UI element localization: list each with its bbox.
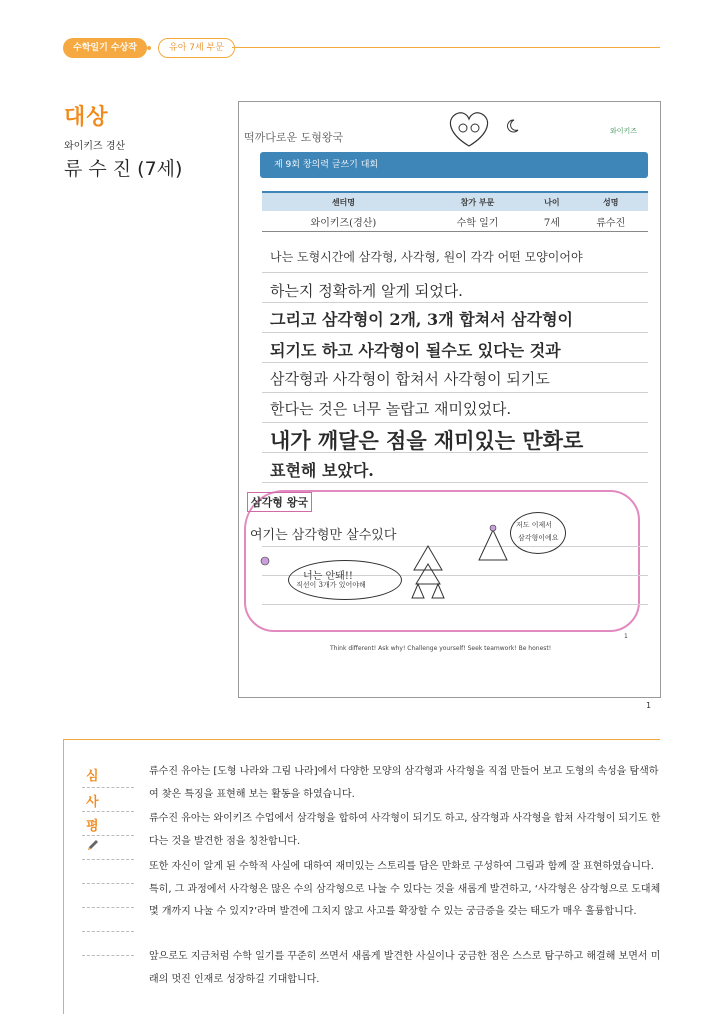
review-dash (82, 835, 134, 836)
review-dash (82, 883, 134, 884)
diary-line: 나는 도형시간에 삼각형, 사각형, 원이 각각 어떤 모양이어야 (270, 250, 583, 264)
entry-info-table (262, 191, 648, 232)
review-top-rule (63, 739, 660, 740)
review-dash (82, 787, 134, 788)
table-header: 성명 (574, 192, 648, 211)
diary-line: 하는지 정확하게 알게 되었다. (270, 282, 463, 300)
triangle-tree-doodle-icon (410, 544, 446, 600)
diary-line: 되기도 하고 사각형이 될수도 있다는 것과 (270, 341, 561, 360)
review-dash (82, 859, 134, 860)
moon-doodle-icon (504, 118, 520, 134)
ruled-line (262, 546, 648, 547)
review-dash (82, 931, 134, 932)
review-paragraph: 또한 자신이 알게 된 수학적 사실에 대하여 재미있는 스토리를 담은 만화로 구성하여 그림과 함께 잘 표현하였습니다. 특히, 그 과정에서 사각형은 많은 수의 삼각형으로 나눌 수 있다는 것을 새롭게 발견하고, ‘사각형은 삼각형으로 도대체 몇 개까지 나눌 수 있지?’라며 발견에 그치지 않고 사고를 확장할 수 있는 궁금증을 갖는 태도가 매우 훌륭합니다. (149, 861, 661, 917)
table-cell: 수학 일기 (425, 211, 530, 232)
triangle-character-doodle-icon (476, 524, 510, 564)
ruled-line (262, 604, 648, 605)
speech-bubble-left-line1: 너는 안돼!! (303, 571, 353, 582)
review-label-char: 평 (86, 819, 99, 834)
speech-bubble-left-line2: 직선이 3개가 있어야해 (296, 581, 366, 589)
award-winner-name: 류 수 진 (7세) (64, 158, 183, 180)
diary-logo: 와이키즈 (610, 127, 638, 135)
table-header: 센터명 (262, 192, 425, 211)
review-dash (82, 907, 134, 908)
review-dash (82, 955, 134, 956)
table-cell: 7세 (530, 211, 573, 232)
page-number: 1 (646, 701, 652, 710)
diary-line: 삼각형과 사각형이 합쳐서 사각형이 되기도 (270, 370, 550, 388)
contest-banner: 제 9회 창의력 글쓰기 대회 (260, 152, 648, 178)
ruled-line (262, 422, 648, 423)
pencil-icon (86, 838, 100, 852)
review-label-char: 심 (86, 769, 99, 784)
table-cell: 와이키즈(경산) (262, 211, 425, 232)
cartoon-caption: 여기는 삼각형만 살수있다 (250, 528, 397, 543)
ruled-line (262, 332, 648, 333)
ruled-line (262, 482, 648, 483)
heart-doodle-icon (444, 108, 494, 150)
review-paragraph: 류수진 유아는 [도형 나라와 그림 나라]에서 다양한 모양의 삼각형과 사각형을 직접 만들어 보고 도형의 속성을 탐색하여 찾은 특징을 표현해 보는 활동을 하였습니다. (149, 766, 659, 800)
diary-inner-page-number: 1 (624, 633, 628, 640)
character-head-doodle-icon (260, 556, 270, 566)
award-title: 대상 (64, 105, 109, 130)
speech-bubble-right-line2: 삼각형이에요 (518, 534, 559, 542)
review-label-char: 사 (86, 795, 99, 810)
diary-motto: Think different! Ask why! Challenge yourself! Seek teamwork! Be honest! (330, 645, 552, 652)
table-header: 나이 (530, 192, 573, 211)
ruled-line (262, 362, 648, 363)
diary-line: 그리고 삼각형이 2개, 3개 합쳐서 삼각형이 (270, 310, 573, 329)
category-tag: 수학일기 수상작 (63, 38, 147, 58)
header-rule (232, 47, 660, 48)
speech-bubble-right-line1: 저도 이제서 (516, 521, 553, 529)
diary-top-note: 떡까다로운 도형왕국 (244, 131, 344, 144)
diary-line: 내가 깨달은 점을 재미있는 만화로 (270, 428, 584, 453)
cartoon-title: 삼각형 왕국 (247, 492, 312, 512)
table-cell: 류수진 (574, 211, 648, 232)
review-dash (82, 811, 134, 812)
ruled-line (262, 272, 648, 273)
diary-line: 표현해 보았다. (270, 461, 374, 480)
table-header: 참가 부문 (425, 192, 530, 211)
review-paragraph: 앞으로도 지금처럼 수학 일기를 꾸준히 쓰면서 새롭게 발견한 사실이나 궁금한 점은 스스로 탐구하고 해결해 보면서 미래의 멋진 인재로 성장하길 기대합니다. (149, 951, 661, 985)
ruled-line (262, 302, 648, 303)
review-left-rule (63, 739, 64, 1014)
award-school: 와이키즈 경산 (64, 141, 126, 152)
diary-line: 한다는 것은 너무 놀랍고 재미있었다. (270, 400, 512, 418)
ruled-line (262, 392, 648, 393)
tag-separator-dot (147, 46, 151, 50)
review-paragraph: 류수진 유아는 와이키즈 수업에서 삼각형을 합하여 사각형이 되기도 하고, 삼각형과 사각형을 합쳐 사각형이 되기도 한다는 것을 발견한 점을 칭찬합니다. (149, 813, 661, 847)
division-tag: 유아 7세 부문 (158, 38, 235, 58)
